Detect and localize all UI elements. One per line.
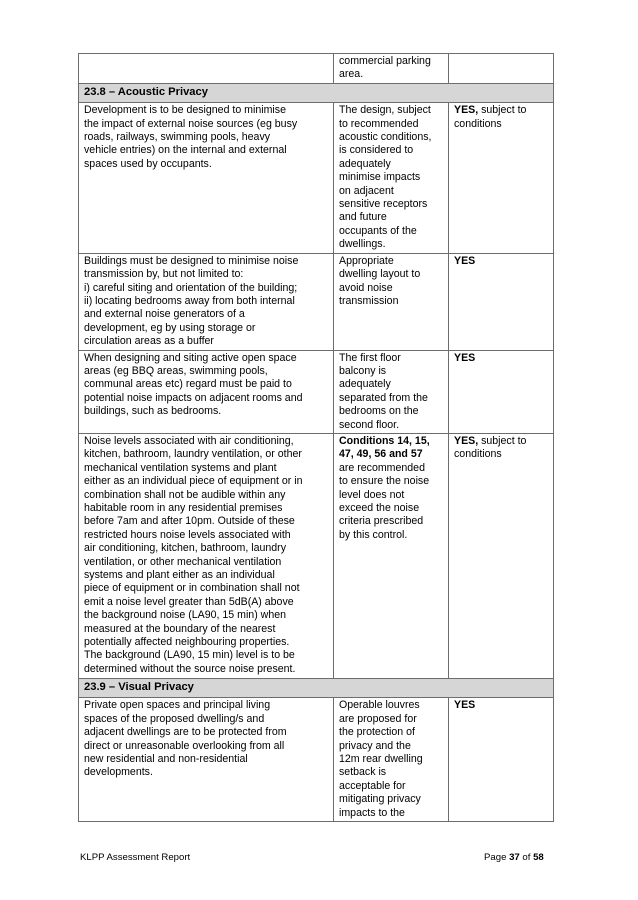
table-row [79,350,554,433]
control-cell [79,253,334,350]
assessment-table [78,53,554,822]
control-text: Buildings must be designed to minimise noise transmission by, but not limited to: i) careful siting and orientation of the building; ii) locating bedrooms away from both internal and external noise generators of a development, eg by using storage or circulation areas as a buffer [84,254,299,348]
current-page: 37 [509,852,520,863]
table-row [79,433,554,678]
comment-text: The design, subject to recommended acoustic conditions, is considered to adequately minimise impacts on adjacent sensitive receptors and future occupants of the dwellings. [339,104,432,251]
result-cell [449,698,554,822]
control-cell [79,103,334,253]
section-heading: 23.9 – Visual Privacy [79,678,554,697]
report-title-footer: KLPP Assessment Report [80,852,191,863]
result-cell [449,253,554,350]
result-verdict: YES [454,351,476,364]
control-text: When designing and siting active open space areas (eg BBQ areas, swimming pools, communal areas etc) regard must be paid to potential noise impacts on adjacent rooms and buildings, such as bedrooms. [84,351,303,418]
result-verdict: YES [454,699,476,712]
section-heading: 23.8 – Acoustic Privacy [79,83,554,102]
control-cell [79,350,334,433]
control-text: Development is to be designed to minimise the impact of external noise sources (eg busy roads, railways, swimming pools, heavy vehicle entries) on the internal and external spaces used by occupants. [84,104,298,170]
comment-text: Operable louvres are proposed for the protection of privacy and the 12m rear dwelling setback is acceptable for mitigating privacy impacts to the [339,699,423,819]
comment-text: Appropriate dwelling layout to avoid noise transmission [339,254,421,307]
comment-cell [334,433,449,678]
result-text: subject to conditions [454,434,527,461]
comment-text: are recommended to ensure the noise level does not exceed the noise criteria prescribed by this control. [339,461,430,541]
control-text: Private open spaces and principal living spaces of the proposed dwelling/s and adjacent dwellings are to be protected from direct or unreasonable overlooking from all new residential and non-residential developments. [84,699,287,779]
comment-cell [334,350,449,433]
page-number-footer [484,852,544,863]
table-row [79,54,554,84]
comment-emphasis: Conditions 14, 15, 47, 49, 56 and 57 [339,434,430,461]
comment-cell [334,698,449,822]
page-prefix: Page [484,852,510,863]
result-verdict: YES [454,254,476,267]
result-verdict: YES, [454,434,479,447]
comment-text: The first floor balcony is adequately separated from the bedrooms on the second floor. [339,351,428,431]
result-cell [449,103,554,253]
result-verdict: YES, [454,104,479,117]
comment-cell [334,54,449,84]
comment-cell [334,253,449,350]
result-cell [449,350,554,433]
table-row [79,103,554,253]
result-cell [449,54,554,84]
section-header-row [79,83,554,102]
control-cell [79,698,334,822]
control-text: Noise levels associated with air conditioning, kitchen, bathroom, laundry ventilation, or other mechanical ventilation systems and plant either as an individual piece of equipment or in combination shall not be audible within any habitable room in any residential premises before 7am and after 10pm. Outside of these restricted hours noise levels associated with air conditioning, kitchen, bathroom, laundry ventilation, or other mechanical ventilation systems and plant either as an individual piece of equipment or in combination shall not emit a noise level greater than 5dB(A) above the background noise (LA90, 15 min) when measured at the boundary of the nearest potentially affected neighbouring properties. The background (LA90, 15 min) level is to be determined without the source noise present. [84,434,303,675]
result-text: subject to conditions [454,104,527,130]
control-cell [79,433,334,678]
control-cell [79,54,334,84]
result-cell [449,433,554,678]
table-row [79,253,554,350]
section-header-row [79,678,554,697]
total-pages: 58 [533,852,544,863]
comment-cell [334,103,449,253]
page-of: of [519,852,534,863]
comment-text: commercial parking area. [339,55,431,81]
table-row [79,698,554,822]
